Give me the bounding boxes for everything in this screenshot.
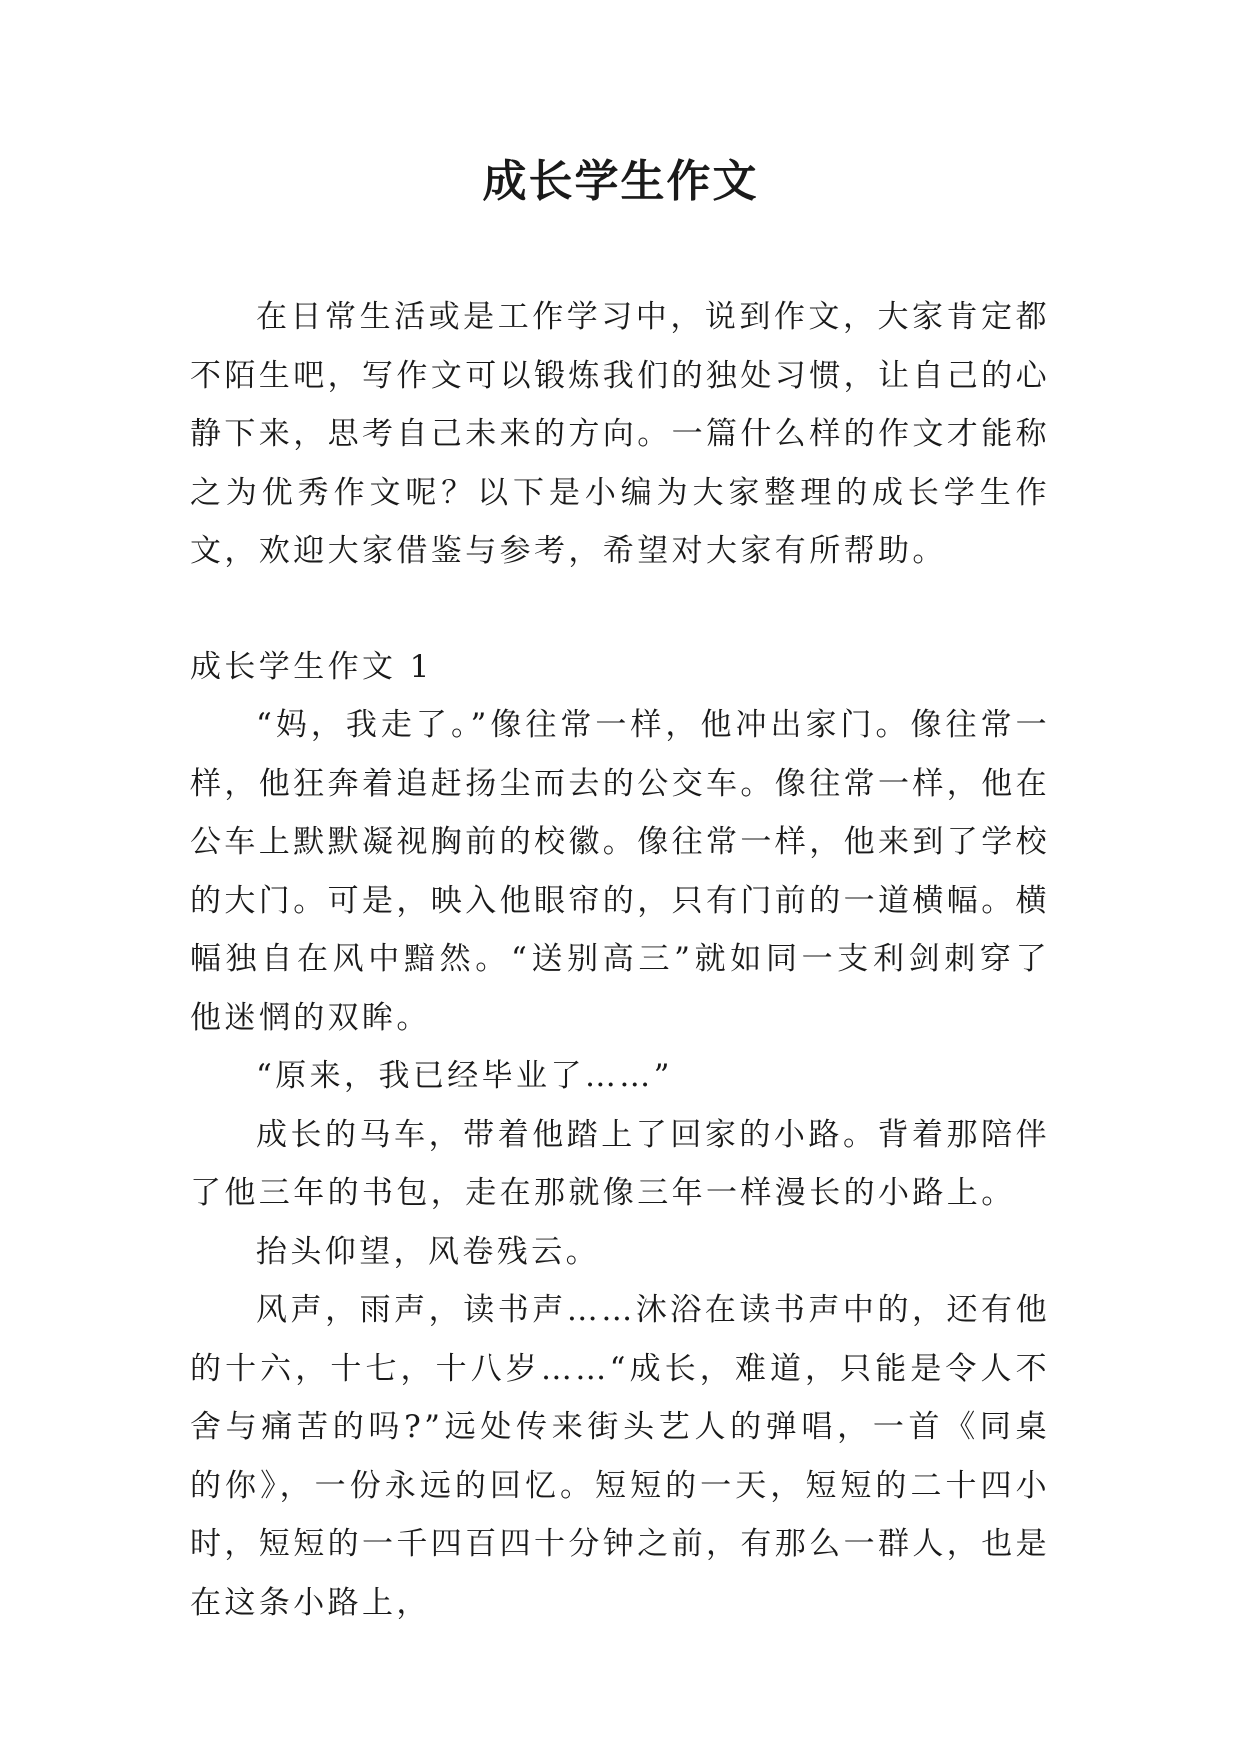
essay-paragraph: 抬头仰望，风卷残云。	[256, 1233, 600, 1270]
essay-paragraph: “妈，我走了。”像往常一样，他冲出家门。像往常一样，他狂奔着追赶扬尘而去的公交车。像往常一样，他在公车上默默凝视胸前的校徽。像往常一样，他来到了学校的大门。可是，映入他眼帘的，只有门前的一道横幅。横幅独自在风中黯然。“送别高三”就如同一支利剑刺穿了他迷惘的双眸。	[190, 707, 1050, 1036]
section-heading: 成长学生作文 1	[190, 649, 433, 685]
essay-paragraph: “原来，我已经毕业了……”	[256, 1058, 673, 1094]
essay-paragraph: 风声，雨声，读书声……沐浴在读书声中的，还有他的十六，十七，十八岁……“成长，难道，只能是令人不舍与痛苦的吗?”远处传来街头艺人的弹唱，一首《同桌的你》，一份永远的回忆。短短的一天，短短的二十四小时，短短的一千四百四十分钟之前，有那么一群人，也是在这条小路上，	[190, 1292, 1050, 1621]
intro-paragraph: 在日常生活或是工作学习中，说到作文，大家肯定都不陌生吧，写作文可以锻炼我们的独处习惯，让自己的心静下来，思考自己未来的方向。一篇什么样的作文才能称之为优秀作文呢？以下是小编为大家整理的成长学生作文，欢迎大家借鉴与参考，希望对大家有所帮助。	[190, 299, 1050, 569]
document-title: 成长学生作文	[482, 156, 759, 207]
essay-body	[190, 696, 1050, 1632]
essay-paragraph: 成长的马车，带着他踏上了回家的小路。背着那陪伴了他三年的书包，走在那就像三年一样漫长的小路上。	[190, 1116, 1050, 1211]
